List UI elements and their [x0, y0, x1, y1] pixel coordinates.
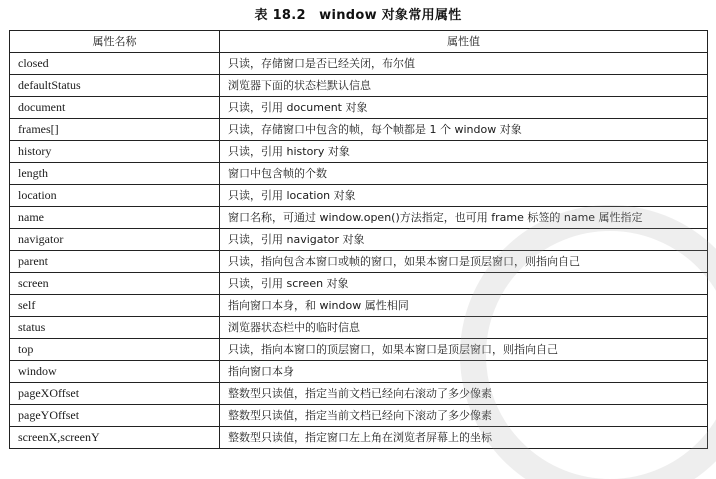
table-row: [10, 163, 708, 185]
table-row: [10, 97, 708, 119]
table-caption: 表 18.2 window 对象常用属性: [254, 8, 462, 23]
table-row: [10, 185, 708, 207]
property-value-cell: 只读，存储窗口是否已经关闭，布尔值: [220, 53, 708, 75]
property-name-cell: name: [10, 207, 220, 229]
table-row: [10, 405, 708, 427]
header-property-name: 属性名称: [10, 31, 220, 53]
table-row: [10, 229, 708, 251]
property-name-cell: pageYOffset: [10, 405, 220, 427]
table-row: [10, 295, 708, 317]
property-value-cell: 只读，引用 location 对象: [220, 185, 708, 207]
property-name-cell: document: [10, 97, 220, 119]
window-properties-table: [9, 30, 708, 449]
table-row: [10, 119, 708, 141]
property-value-cell: 整数型只读值，指定当前文档已经向下滚动了多少像素: [220, 405, 708, 427]
table-row: [10, 317, 708, 339]
property-value-cell: 浏览器状态栏中的临时信息: [220, 317, 708, 339]
property-name-cell: pageXOffset: [10, 383, 220, 405]
table-row: [10, 273, 708, 295]
property-name-cell: defaultStatus: [10, 75, 220, 97]
table-row: [10, 141, 708, 163]
property-value-cell: 指向窗口本身，和 window 属性相同: [220, 295, 708, 317]
property-value-cell: 窗口中包含帧的个数: [220, 163, 708, 185]
property-value-cell: 只读，引用 navigator 对象: [220, 229, 708, 251]
property-value-cell: 只读，存储窗口中包含的帧，每个帧都是 1 个 window 对象: [220, 119, 708, 141]
header-property-value: 属性值: [220, 31, 708, 53]
table-header-row: [10, 31, 708, 53]
property-name-cell: self: [10, 295, 220, 317]
property-name-cell: parent: [10, 251, 220, 273]
property-value-cell: 只读，引用 history 对象: [220, 141, 708, 163]
table-row: [10, 427, 708, 449]
property-name-cell: location: [10, 185, 220, 207]
property-value-cell: 只读，引用 screen 对象: [220, 273, 708, 295]
property-value-cell: 窗口名称，可通过 window.open()方法指定，也可用 frame 标签的 name 属性指定: [220, 207, 708, 229]
table-row: [10, 251, 708, 273]
property-name-cell: closed: [10, 53, 220, 75]
property-name-cell: screen: [10, 273, 220, 295]
property-value-cell: 指向窗口本身: [220, 361, 708, 383]
table-row: [10, 383, 708, 405]
property-name-cell: length: [10, 163, 220, 185]
property-value-cell: 整数型只读值，指定窗口左上角在浏览者屏幕上的坐标: [220, 427, 708, 449]
property-name-cell: navigator: [10, 229, 220, 251]
property-name-cell: window: [10, 361, 220, 383]
table-row: [10, 361, 708, 383]
table-row: [10, 53, 708, 75]
property-name-cell: frames[]: [10, 119, 220, 141]
property-name-cell: history: [10, 141, 220, 163]
table-row: [10, 207, 708, 229]
property-name-cell: screenX,screenY: [10, 427, 220, 449]
property-value-cell: 整数型只读值，指定当前文档已经向右滚动了多少像素: [220, 383, 708, 405]
property-name-cell: status: [10, 317, 220, 339]
property-value-cell: 只读，指向本窗口的顶层窗口，如果本窗口是顶层窗口，则指向自己: [220, 339, 708, 361]
table-row: [10, 339, 708, 361]
property-value-cell: 浏览器下面的状态栏默认信息: [220, 75, 708, 97]
table-row: [10, 75, 708, 97]
property-name-cell: top: [10, 339, 220, 361]
property-value-cell: 只读，指向包含本窗口或帧的窗口，如果本窗口是顶层窗口，则指向自己: [220, 251, 708, 273]
property-value-cell: 只读，引用 document 对象: [220, 97, 708, 119]
